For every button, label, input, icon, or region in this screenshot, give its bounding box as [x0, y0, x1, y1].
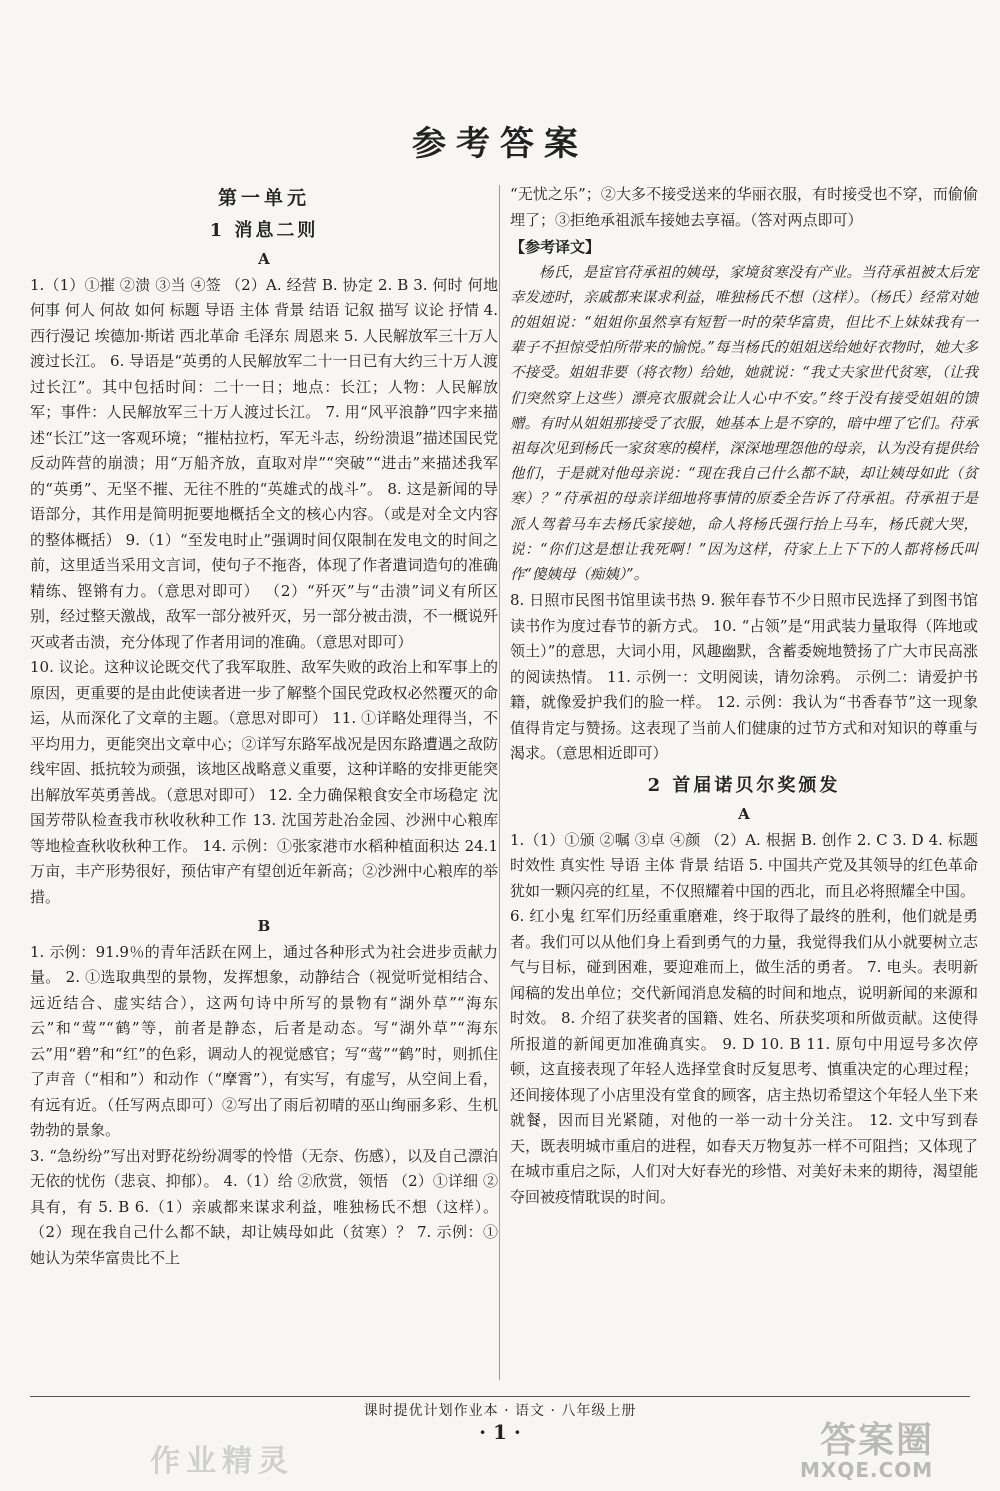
unit-heading: 第一单元 — [217, 187, 310, 209]
reference-translation: 杨氏，是宦官苻承祖的姨母，家境贫寒没有产业。当苻承祖被太后宠幸发迹时，亲戚都来谋求利益，唯独杨氏不想（这样）。（杨氏）经常对她的姐姐说：“姐姐你虽然享有短暂一时的荣华富贵，但比不上妹妹我有一辈子不担惊受怕所带来的愉悦。”每当杨氏的姐姐送给她好衣物时，她大多不接受。姐姐非要（将衣物）给她，她就说：“我丈夫家世代贫寒，（让我们突然穿上这些）漂亮衣服就会让人心中不安。”终于没有接受姐姐的馈赠。有时从姐姐那接受了衣服，她基本上是不穿的，暗中埋了它们。苻承祖每次见到杨氏一家贫寒的模样，深深地理怨他的母亲，认为没有提供给他们，于是就对他母亲说：“现在我自己什么都不缺，却让姨母如此（贫寒）？”苻承祖的母亲详细地将事情的原委全告诉了苻承祖。苻承祖于是派人驾着马车去杨氏家接她，命人将杨氏强行抬上马车，杨氏就大哭，说：“你们这是想让我死啊！”因为这样，苻家上上下下的人都将杨氏叫作“傻姨母（痴姨）”。 — [510, 264, 978, 583]
answers-8-12: 8. 日照市民图书馆里读书热 9. 猴年春节不少日照市民选择了到图书馆读书作为度过春节的新方式。 10. “占领”是“用武装力量取得（阵地或领土）”的意思，大词小用，风趣幽默，含蓄委婉地赞扬了广大市民高涨的阅读热情。 11. 示例一：文明阅读，请勿涂鸦。 示例二：请爱护书籍，就像爱护我们的脸一样。 12. 示例：我认为“书香春节”这一现象值得肯定与赞扬。这表现了当前人们健康的过节方式和对知识的尊重与渴求。（意思相近即可） — [510, 591, 978, 763]
footer-rule — [30, 1396, 970, 1397]
left-column — [30, 182, 498, 1271]
lesson-1-b-para: 3. “急纷纷”写出对野花纷纷凋零的怜惜（无奈、伤感），以及自己漂泊无依的忧伤（悲哀、抑郁）。 4.（1）给 ②欣赏，领悟 （2）①详细 ②具有，有 5. B 6.（1）亲戚都来谋求利益，唯独杨氏不想（这样）。 （2）现在我自己什么都不缺，却让姨母如此（贫寒）？ 7. 示例：①她认为荣华富贵比不上 — [30, 1146, 498, 1267]
answer-continuation: “无忧之乐”；②大多不接受送来的华丽衣服，有时接受也不穿，而偷偷埋了；③拒绝承祖派车接她去享福。（答对两点即可） — [510, 185, 978, 229]
lesson-2-section-a-label: A — [738, 805, 750, 824]
lesson-2-para: 6. 红小鬼 红军们历经重重磨难，终于取得了最终的胜利，他们就是勇者。我们可以从他们身上看到勇气的力量，我觉得我们从小就要树立志气与目标，碰到困难，要迎难而上，做生活的勇者。 7. 电头。表明新闻稿的发出单位；交代新闻消息发稿的时间和地点，说明新闻的来源和时效。 8. 介绍了获奖者的国籍、姓名、所获奖项和所做贡献。这使得所报道的新闻更加准确真实。 9. D 10. B 11. 原句中用逗号多次停顿，这直接表现了年轻人选择堂食时反复思考、慎重决定的心理过程；还间接体现了小店里没有堂食的顾客，店主热切希望这个年轻人坐下来就餐，因而目光紧随，对他的一举一动十分关注。 12. 文中写到春天，既表明城市重启的进程，如春天万物复苏一样不可阻挡；又体现了在城市重启之际，人们对大好春光的珍惜、对美好未来的期待，渴望能夺回被疫情耽误的时间。 — [510, 907, 978, 1206]
lesson-2-heading: 2 首届诺贝尔奖颁发 — [647, 774, 841, 796]
lesson-1-section-b-label: B — [257, 917, 271, 935]
page-number: · 1 · — [479, 1420, 521, 1444]
watermark-text: 作业精灵 — [150, 1444, 294, 1479]
translation-label: 【参考译文】 — [510, 238, 601, 256]
lesson-1-a-para: 1.（1）①摧 ②溃 ③当 ④签 （2）A. 经营 B. 协定 2. B 3. 何时 何地 何事 何人 何故 如何 标题 导语 主体 背景 结语 记叙 描写 议论 抒情 4. 西行漫记 埃德加·斯诺 西北革命 毛泽东 周恩来 5. 人民解放军三十万人渡过长江。 6. 导语是“英勇的人民解放军二十一日已有大约三十万人渡过长江”。其中包括时间：二十一日；地点：长江；人物：人民解放军；事件：人民解放军三十万人渡过长江。 7. 用“风平浪静”四字来描述“长江”这一客观环境；“摧枯拉朽，军无斗志，纷纷溃退”描述国民党反动阵营的崩溃；用“万船齐放，直取对岸”“突破”“进击”来描述我军的“英勇”、无坚不摧、无往不胜的“英雄式的战斗”。 8. 这是新闻的导语部分，其作用是简明扼要地概括全文的核心内容。（或是对全文内容的整体概括） 9.（1）“至发电时止”强调时间仅限制在发电文的时间之前，这里适当采用文言词，使句子不拖沓，体现了作者遣词造句的准确精练、铿锵有力。（意思对即可） （2）“歼灭”与“击溃”词义有所区别，经过整天激战，敌军一部分被歼灭，另一部分被击溃，不一概说歼灭或者击溃，充分体现了作者用词的准确。（意思对即可） — [30, 275, 498, 651]
lesson-2-para: 1.（1）①颁 ②嘱 ③卓 ④颜 （2）A. 根据 B. 创作 2. C 3. D 4. 标题 时效性 真实性 导语 主体 背景 结语 5. 中国共产党及其领导的红色革命犹如一颗闪亮的红星，不仅照耀着中国的西北，而且必将照耀全中国。 — [510, 830, 978, 900]
lesson-1-a-para: 10. 议论。这种议论既交代了我军取胜、敌军失败的政治上和军事上的原因，更重要的是由此使读者进一步了解整个国民党政权必然覆灭的命运，从而深化了文章的主题。（意思对即可） 11. ①详略处理得当，不平均用力，更能突出文章中心；②详写东路军战况是因东路遭遇之敌防线牢固、抵抗较为顽强，该地区战略意义重要，这种详略的安排更能突出解放军英勇善战。（意思对即可） 12. 全力确保粮食安全市场稳定 沈国芳带队检查我市秋收秋种工作 13. 沈国芳赴冶金园、沙洲中心粮库等地检查秋收秋种工作。 14. 示例：①张家港市水稻种植面积达 24.1 万亩，丰产形势很好，预估审产有望创近年新高；②沙洲中心粮库的举措。 — [30, 658, 498, 906]
watermark-url: MXQE.COM — [800, 1458, 934, 1482]
right-column — [510, 182, 978, 1210]
lesson-1-heading: 1 消息二则 — [209, 219, 319, 241]
page-title: 参考答案 — [412, 124, 588, 164]
column-divider — [499, 185, 500, 1380]
book-title: 课时提优计划作业本 · 语文 · 八年级上册 — [363, 1403, 637, 1419]
site-watermark-logo — [790, 1412, 980, 1486]
watermark-logo-text: 答案圈 — [820, 1419, 935, 1461]
lesson-1-section-a-label: A — [258, 250, 270, 268]
lesson-1-b-para: 1. 示例：91.9％的青年活跃在网上，通过各种形式为社会进步贡献力量。 2. ①选取典型的景物，发挥想象，动静结合（视觉听觉相结合、远近结合、虚实结合），这两句诗中所写的景物有“湖外草”“海东云”和“莺”“鹤”等，前者是静态，后者是动态。写“湖外草”“海东云”用“碧”和“红”的色彩，调动人的视觉感官；写“莺”“鹤”时，则抓住了声音（“相和”）和动作（“摩霄”），有实写，有虚写，从空间上看，有远有近。（任写两点即可）②写出了雨后初晴的巫山绚丽多彩、生机勃勃的景象。 — [30, 942, 498, 1139]
